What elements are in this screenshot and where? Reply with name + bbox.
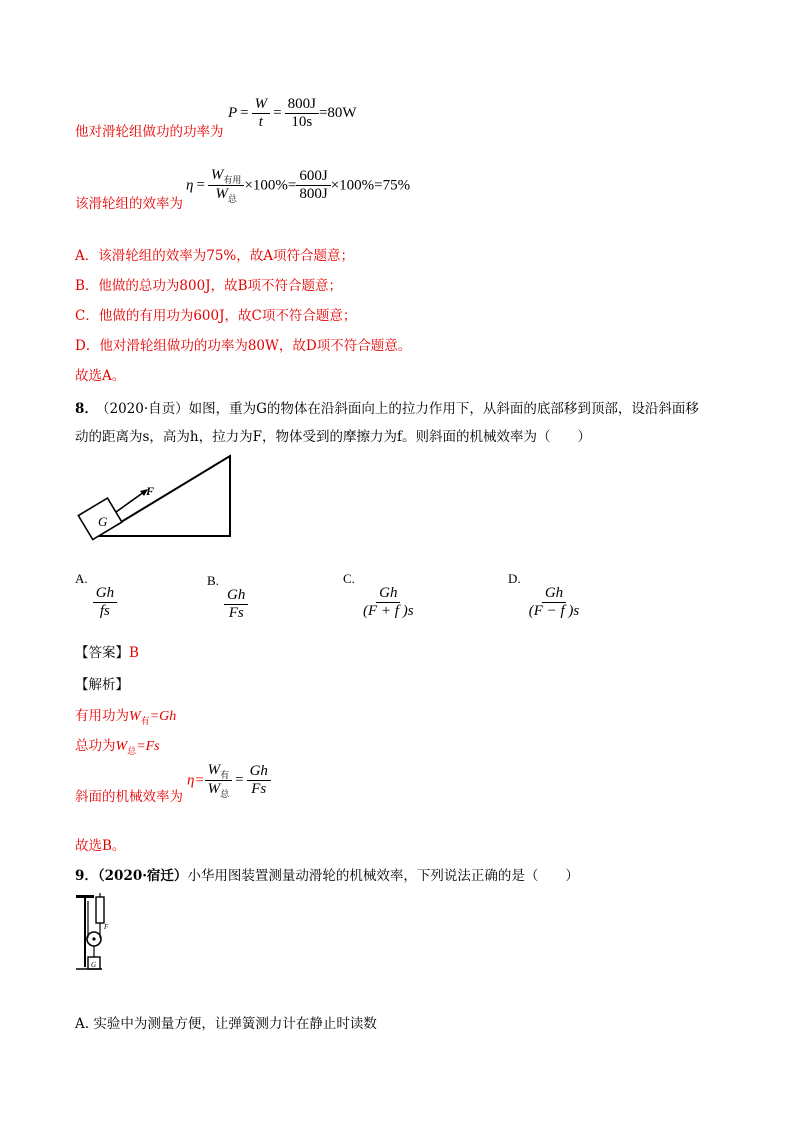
question-9-option-a[interactable]: A. 实验中为测量方便，让弹簧测力计在静止时读数: [75, 1016, 377, 1032]
answer-value: B: [129, 645, 139, 661]
power-result: =80W: [318, 105, 357, 122]
conclusion-q8: 故选B。: [75, 838, 126, 854]
option-line-b: B．他做的总功为800J，故B项不符合题意；: [75, 278, 343, 294]
efficiency-fraction-1: $\frac{W_{有用}}{W_总}$: [208, 167, 245, 205]
power-fraction-2: $\frac{800J}{10s}$: [285, 96, 319, 132]
question-9-source: （2020·宿迁）: [97, 868, 188, 884]
efficiency-fraction-2: $\frac{600J}{800J}$: [296, 168, 330, 204]
efficiency-formula: η = $\frac{W_{有用}}{W_总}$ ×100%= $\frac{600J}{800J}$ ×100%=75%: [186, 167, 411, 205]
pulley-figure: [76, 893, 116, 978]
option-d[interactable]: D. $\frac{Gh}{(F - f )s}$: [508, 571, 580, 620]
useful-work-line: 有用功为$W_有=Gh$: [75, 708, 177, 727]
option-a[interactable]: A. $\frac{Gh}{fs}$: [75, 568, 117, 621]
answer-tag: 【答案】: [75, 645, 129, 661]
force-label-q9: F: [104, 923, 109, 931]
incline-figure: [70, 450, 245, 545]
conclusion-prev: 故选A。: [75, 368, 126, 384]
option-line-c: C．他做的有用功为600J，故C项不符合题意；: [75, 308, 357, 324]
question-9-text: 小华用图装置测量动滑轮的机械效率，下列说法正确的是（ ）: [187, 868, 579, 884]
weight-label: G: [91, 961, 97, 969]
power-symbol: P: [228, 105, 238, 122]
incline-efficiency-label: 斜面的机械效率为: [75, 789, 183, 805]
option-b[interactable]: B. $\frac{Gh}{Fs}$: [207, 570, 248, 623]
option-c[interactable]: C. $\frac{Gh}{(F + f )s}$: [343, 571, 414, 620]
block-label: G: [98, 514, 108, 529]
power-fraction-1: $\frac{W}{t}$: [252, 96, 271, 132]
force-arrow-line: [116, 492, 144, 512]
option-line-a: A．该滑轮组的效率为75%，故A项符合题意；: [75, 248, 355, 264]
question-8-number: 8．: [75, 401, 98, 417]
option-line-d: D．他对滑轮组做功的功率为80W，故D项不符合题意。: [75, 338, 412, 354]
question-9-line: [75, 864, 579, 884]
analysis-tag: 【解析】: [75, 677, 129, 693]
efficiency-label: 该滑轮组的效率为: [75, 196, 183, 212]
answer-line: [75, 641, 139, 661]
total-work-line: 总功为$W_总=Fs$: [75, 738, 160, 757]
power-formula: P = $\frac{W}{t}$ = $\frac{800J}{10s}$ =80W: [228, 96, 357, 131]
incline-efficiency-formula: η= $\frac{W_有}{W_总}$ = $\frac{Gh}{Fs}$: [187, 762, 271, 800]
question-8-line-1: （2020·自贡）如图，重为G的物体在沿斜面向上的拉力作用下，从斜面的底部移到顶部，设沿斜面移: [96, 401, 699, 417]
spring-scale: [96, 897, 104, 923]
question-9-number: 9．: [75, 868, 98, 884]
power-label: 他对滑轮组做功的功率为: [75, 124, 224, 140]
force-label: F: [146, 484, 155, 498]
question-8-line-2: 动的距离为s，高为h，拉力为F，物体受到的摩擦力为f。则斜面的机械效率为（ ）: [75, 429, 591, 445]
